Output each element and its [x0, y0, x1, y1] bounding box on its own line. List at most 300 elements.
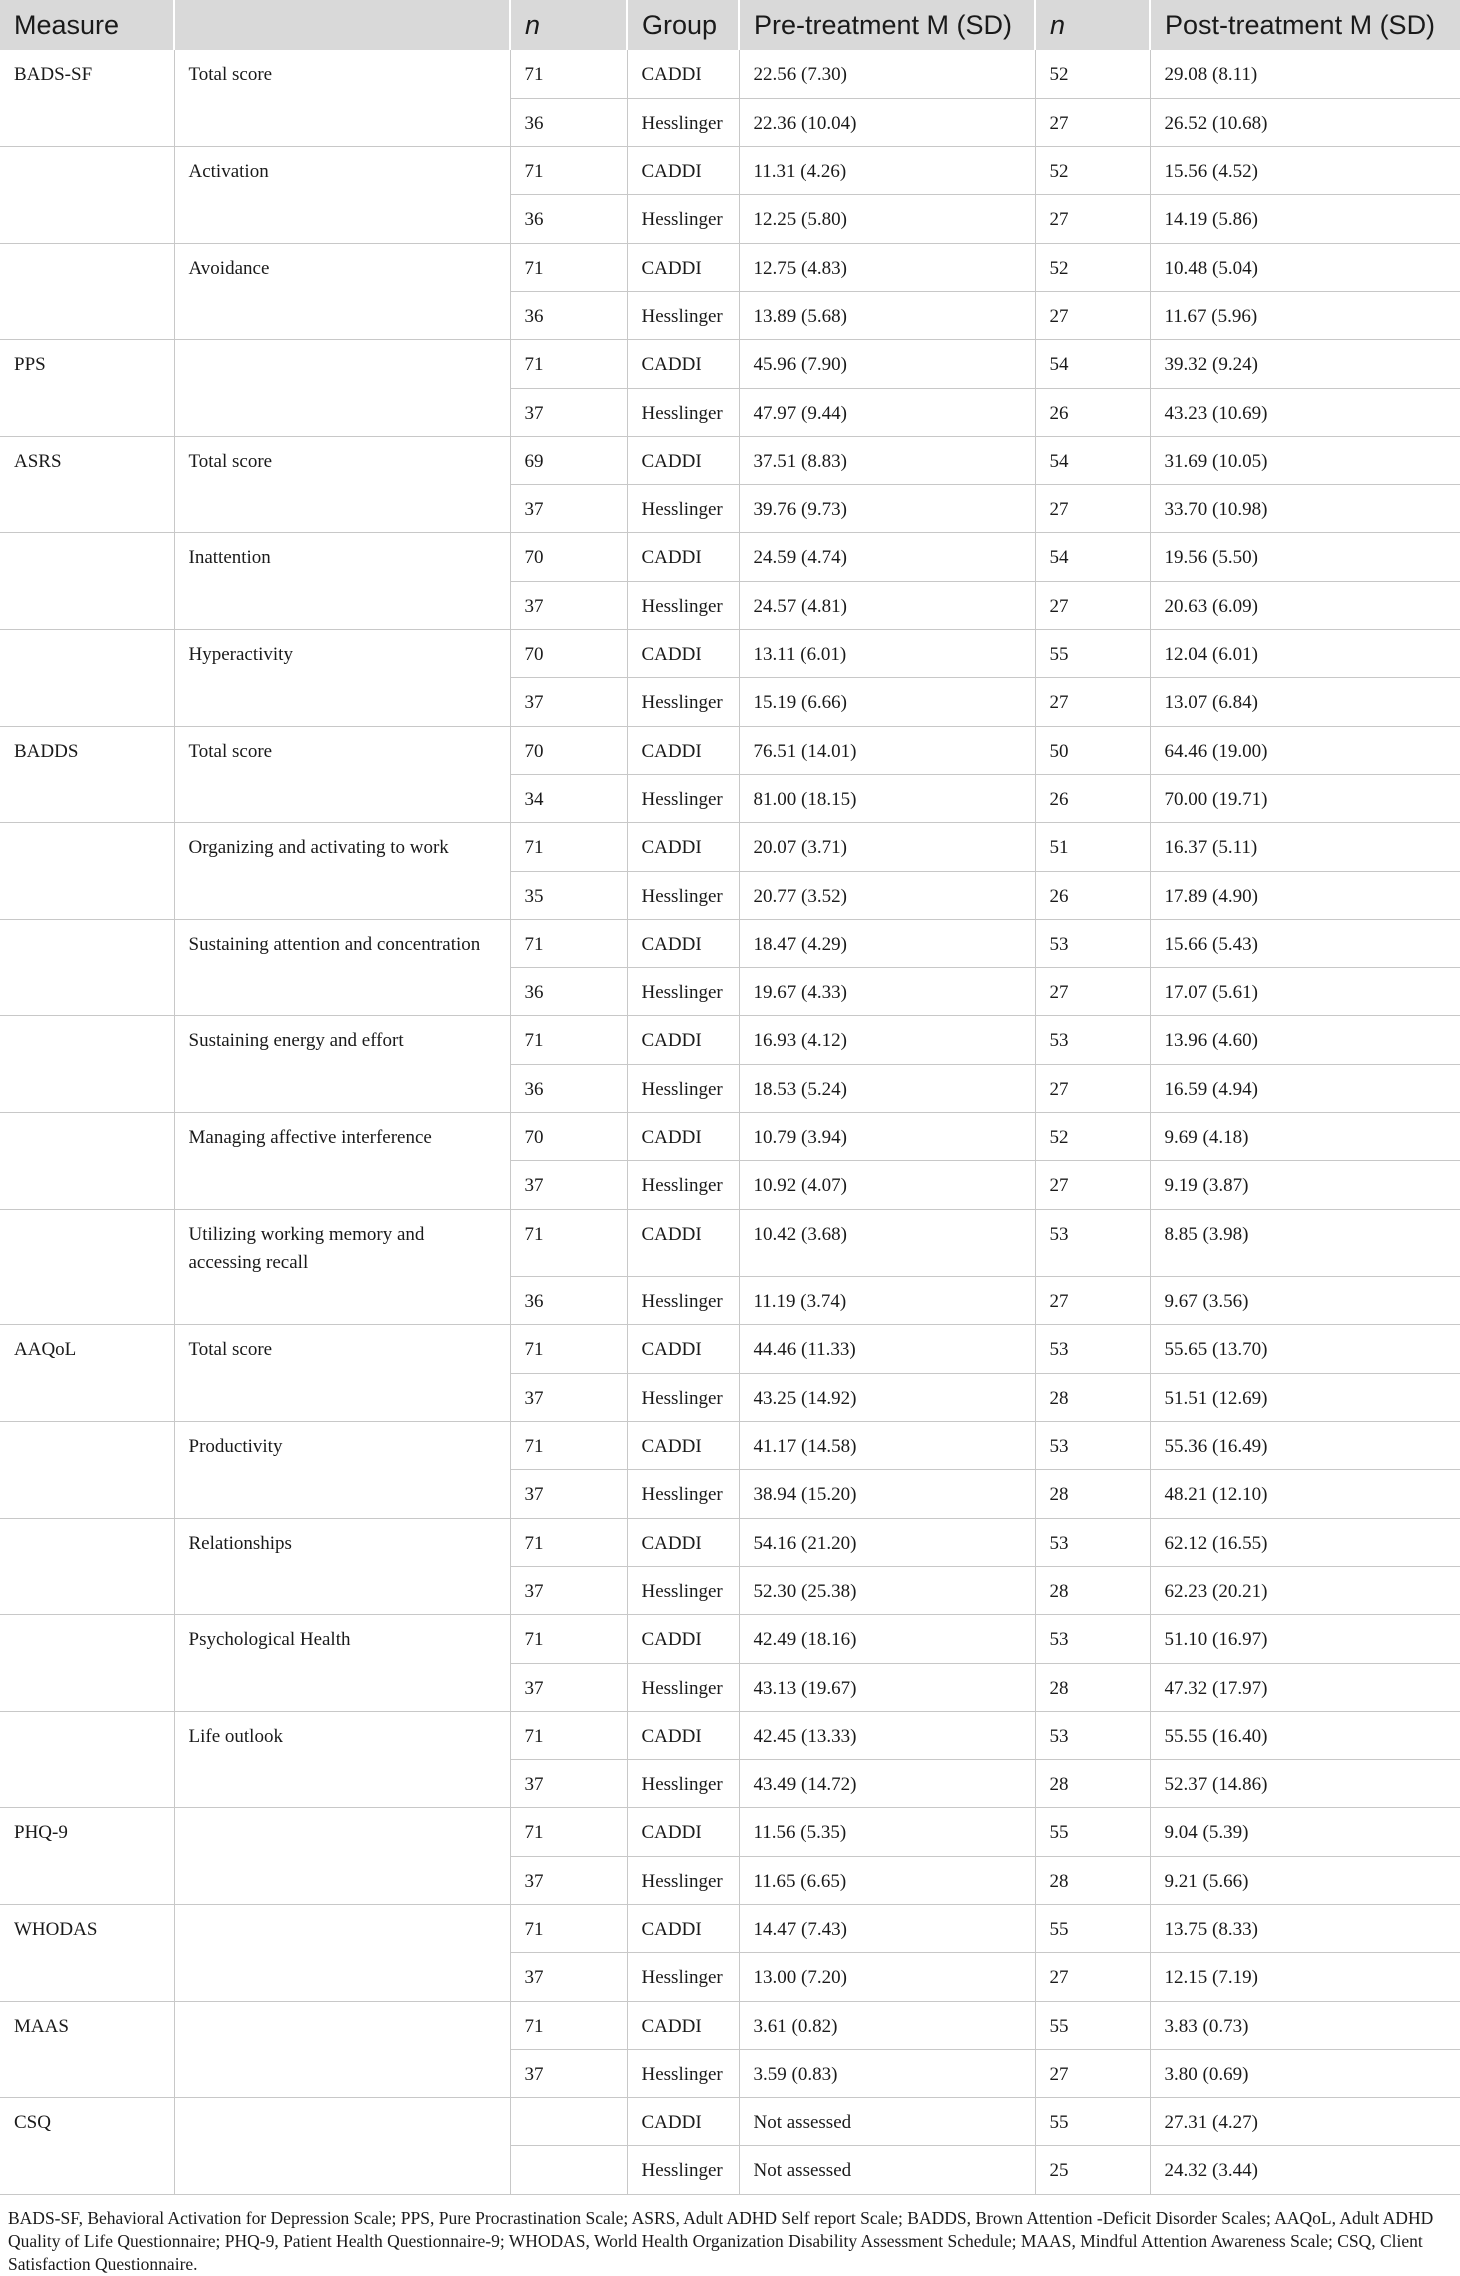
post-treatment-cell: 20.63 (6.09) — [1150, 581, 1460, 629]
n-post-cell: 28 — [1035, 1373, 1150, 1421]
pre-treatment-cell: 10.42 (3.68) — [739, 1209, 1035, 1277]
subscale-cell — [174, 291, 510, 339]
subscale-cell — [174, 774, 510, 822]
pre-treatment-cell: 13.00 (7.20) — [739, 1953, 1035, 2001]
n-pre-cell: 71 — [510, 1808, 627, 1856]
table-row — [0, 243, 1460, 291]
n-pre-cell: 71 — [510, 1325, 627, 1373]
post-treatment-cell: 13.96 (4.60) — [1150, 1016, 1460, 1064]
n-pre-cell: 37 — [510, 1470, 627, 1518]
n-pre-cell: 71 — [510, 919, 627, 967]
pre-treatment-cell: 47.97 (9.44) — [739, 388, 1035, 436]
pre-treatment-cell: 43.25 (14.92) — [739, 1373, 1035, 1421]
pre-treatment-cell: 20.07 (3.71) — [739, 823, 1035, 871]
table-row — [0, 195, 1460, 243]
post-treatment-cell: 13.75 (8.33) — [1150, 1904, 1460, 1952]
subscale-cell: Inattention — [174, 533, 510, 581]
measure-cell — [0, 1470, 174, 1518]
subscale-cell: Sustaining energy and effort — [174, 1016, 510, 1064]
table-row — [0, 98, 1460, 146]
n-post-cell: 26 — [1035, 871, 1150, 919]
group-cell: Hesslinger — [627, 195, 739, 243]
subscale-cell — [174, 195, 510, 243]
subscale-cell — [174, 1904, 510, 1952]
post-treatment-cell: 52.37 (14.86) — [1150, 1760, 1460, 1808]
post-treatment-cell: 33.70 (10.98) — [1150, 485, 1460, 533]
n-post-cell: 28 — [1035, 1856, 1150, 1904]
n-post-cell: 53 — [1035, 1711, 1150, 1759]
measure-cell: PHQ-9 — [0, 1808, 174, 1856]
measure-cell — [0, 1760, 174, 1808]
subscale-cell: Sustaining attention and concentration — [174, 919, 510, 967]
post-treatment-cell: 29.08 (8.11) — [1150, 50, 1460, 98]
post-treatment-cell: 19.56 (5.50) — [1150, 533, 1460, 581]
measure-cell — [0, 1209, 174, 1277]
measure-cell: PPS — [0, 340, 174, 388]
measure-cell — [0, 291, 174, 339]
measure-cell — [0, 968, 174, 1016]
n-post-cell: 25 — [1035, 2146, 1150, 2194]
n-pre-cell: 36 — [510, 968, 627, 1016]
subscale-cell — [174, 1760, 510, 1808]
subscale-cell: Managing affective interference — [174, 1113, 510, 1161]
n-pre-cell: 35 — [510, 871, 627, 919]
measure-cell — [0, 1518, 174, 1566]
n-pre-cell: 71 — [510, 340, 627, 388]
pre-treatment-cell: Not assessed — [739, 2146, 1035, 2194]
table-row — [0, 1663, 1460, 1711]
table-row — [0, 871, 1460, 919]
n-pre-cell: 71 — [510, 823, 627, 871]
group-cell: CADDI — [627, 1016, 739, 1064]
n-pre-cell: 70 — [510, 726, 627, 774]
n-post-cell: 52 — [1035, 243, 1150, 291]
measure-cell — [0, 871, 174, 919]
post-treatment-cell: 47.32 (17.97) — [1150, 1663, 1460, 1711]
pre-treatment-cell: 38.94 (15.20) — [739, 1470, 1035, 1518]
group-cell: Hesslinger — [627, 1064, 739, 1112]
group-cell: Hesslinger — [627, 1470, 739, 1518]
n-pre-cell: 36 — [510, 98, 627, 146]
pre-treatment-cell: 3.61 (0.82) — [739, 2001, 1035, 2049]
n-post-cell: 27 — [1035, 98, 1150, 146]
header-n-pre: n — [510, 0, 627, 50]
n-pre-cell: 34 — [510, 774, 627, 822]
table-row — [0, 291, 1460, 339]
table-row — [0, 726, 1460, 774]
post-treatment-cell: 17.07 (5.61) — [1150, 968, 1460, 1016]
table-row — [0, 774, 1460, 822]
n-pre-cell: 71 — [510, 1016, 627, 1064]
n-pre-cell: 36 — [510, 1277, 627, 1325]
n-pre-cell: 37 — [510, 1161, 627, 1209]
header-n-post: n — [1035, 0, 1150, 50]
group-cell: Hesslinger — [627, 871, 739, 919]
n-post-cell: 50 — [1035, 726, 1150, 774]
group-cell: CADDI — [627, 1904, 739, 1952]
post-treatment-cell: 62.12 (16.55) — [1150, 1518, 1460, 1566]
pre-treatment-cell: 41.17 (14.58) — [739, 1422, 1035, 1470]
measure-cell — [0, 823, 174, 871]
pre-treatment-cell: 24.59 (4.74) — [739, 533, 1035, 581]
n-post-cell: 28 — [1035, 1663, 1150, 1711]
subscale-cell: Total score — [174, 50, 510, 98]
subscale-cell — [174, 968, 510, 1016]
post-treatment-cell: 26.52 (10.68) — [1150, 98, 1460, 146]
subscale-cell — [174, 1663, 510, 1711]
group-cell: CADDI — [627, 1518, 739, 1566]
n-post-cell: 27 — [1035, 1277, 1150, 1325]
subscale-cell — [174, 871, 510, 919]
n-pre-cell: 71 — [510, 1904, 627, 1952]
group-cell: Hesslinger — [627, 581, 739, 629]
group-cell: CADDI — [627, 1808, 739, 1856]
group-cell: CADDI — [627, 1113, 739, 1161]
n-post-cell: 53 — [1035, 1325, 1150, 1373]
measure-cell — [0, 1016, 174, 1064]
post-treatment-cell: 12.15 (7.19) — [1150, 1953, 1460, 2001]
n-pre-cell: 71 — [510, 1711, 627, 1759]
table-row — [0, 1953, 1460, 2001]
group-cell: Hesslinger — [627, 1277, 739, 1325]
table-row — [0, 678, 1460, 726]
table-row — [0, 1422, 1460, 1470]
subscale-cell: Productivity — [174, 1422, 510, 1470]
n-pre-cell: 37 — [510, 678, 627, 726]
subscale-cell: Relationships — [174, 1518, 510, 1566]
post-treatment-cell: 8.85 (3.98) — [1150, 1209, 1460, 1277]
n-post-cell: 54 — [1035, 340, 1150, 388]
pre-treatment-cell: 76.51 (14.01) — [739, 726, 1035, 774]
group-cell: CADDI — [627, 243, 739, 291]
group-cell: CADDI — [627, 1422, 739, 1470]
measure-cell — [0, 1064, 174, 1112]
measure-cell: AAQoL — [0, 1325, 174, 1373]
table-body — [0, 50, 1460, 2194]
n-pre-cell: 71 — [510, 2001, 627, 2049]
subscale-cell — [174, 1856, 510, 1904]
table-row — [0, 436, 1460, 484]
measure-cell — [0, 243, 174, 291]
measure-cell: ASRS — [0, 436, 174, 484]
n-post-cell: 28 — [1035, 1760, 1150, 1808]
post-treatment-cell: 31.69 (10.05) — [1150, 436, 1460, 484]
header-measure: Measure — [0, 0, 174, 50]
pre-treatment-cell: 45.96 (7.90) — [739, 340, 1035, 388]
measure-cell — [0, 195, 174, 243]
pre-treatment-cell: 22.36 (10.04) — [739, 98, 1035, 146]
group-cell: CADDI — [627, 50, 739, 98]
subscale-cell: Hyperactivity — [174, 630, 510, 678]
measure-cell — [0, 919, 174, 967]
measure-cell — [0, 774, 174, 822]
subscale-cell — [174, 1470, 510, 1518]
measure-cell: WHODAS — [0, 1904, 174, 1952]
pre-treatment-cell: 42.45 (13.33) — [739, 1711, 1035, 1759]
measure-cell: BADDS — [0, 726, 174, 774]
group-cell: CADDI — [627, 1325, 739, 1373]
post-treatment-cell: 12.04 (6.01) — [1150, 630, 1460, 678]
post-treatment-cell: 43.23 (10.69) — [1150, 388, 1460, 436]
pre-treatment-cell: 39.76 (9.73) — [739, 485, 1035, 533]
measure-cell: BADS-SF — [14, 64, 93, 85]
table-row — [0, 147, 1460, 195]
n-post-cell: 27 — [1035, 2049, 1150, 2097]
group-cell: CADDI — [627, 1209, 739, 1277]
n-post-cell: 27 — [1035, 581, 1150, 629]
group-cell: Hesslinger — [627, 2049, 739, 2097]
n-pre-cell: 70 — [510, 1113, 627, 1161]
subscale-cell: Life outlook — [174, 1711, 510, 1759]
table-row — [0, 1373, 1460, 1421]
n-post-cell: 28 — [1035, 1566, 1150, 1614]
subscale-cell — [174, 2001, 510, 2049]
subscale-cell — [174, 340, 510, 388]
post-treatment-cell: 3.83 (0.73) — [1150, 2001, 1460, 2049]
n-pre-cell: 37 — [510, 485, 627, 533]
pre-treatment-cell: 43.49 (14.72) — [739, 1760, 1035, 1808]
n-pre-cell: 37 — [510, 388, 627, 436]
pre-treatment-cell: 20.77 (3.52) — [739, 871, 1035, 919]
header-post-treatment: Post-treatment M (SD) — [1150, 0, 1460, 50]
table-row — [0, 1760, 1460, 1808]
group-cell: CADDI — [627, 1615, 739, 1663]
group-cell: CADDI — [627, 919, 739, 967]
table-row — [0, 50, 1460, 98]
n-pre-cell: 71 — [510, 1518, 627, 1566]
n-pre-cell: 70 — [510, 533, 627, 581]
post-treatment-cell: 48.21 (12.10) — [1150, 1470, 1460, 1518]
header-subscale — [174, 0, 510, 50]
table-row — [0, 581, 1460, 629]
header-group: Group — [627, 0, 739, 50]
post-treatment-cell: 55.36 (16.49) — [1150, 1422, 1460, 1470]
measure-cell — [0, 1277, 174, 1325]
n-post-cell: 54 — [1035, 436, 1150, 484]
group-cell: Hesslinger — [627, 1760, 739, 1808]
n-pre-cell: 37 — [510, 581, 627, 629]
header-pre-treatment: Pre-treatment M (SD) — [739, 0, 1035, 50]
measure-cell: MAAS — [0, 2001, 174, 2049]
n-pre-cell: 37 — [510, 1373, 627, 1421]
subscale-cell — [174, 1566, 510, 1614]
n-post-cell: 55 — [1035, 1904, 1150, 1952]
table-row — [0, 968, 1460, 1016]
n-post-cell: 27 — [1035, 1953, 1150, 2001]
post-treatment-cell: 17.89 (4.90) — [1150, 871, 1460, 919]
group-cell: Hesslinger — [627, 678, 739, 726]
measure-cell — [0, 1373, 174, 1421]
pre-treatment-cell: 24.57 (4.81) — [739, 581, 1035, 629]
measure-cell — [0, 1663, 174, 1711]
post-treatment-cell: 70.00 (19.71) — [1150, 774, 1460, 822]
n-post-cell: 54 — [1035, 533, 1150, 581]
group-cell: CADDI — [627, 436, 739, 484]
post-treatment-cell: 10.48 (5.04) — [1150, 243, 1460, 291]
post-treatment-cell: 64.46 (19.00) — [1150, 726, 1460, 774]
group-cell: Hesslinger — [627, 485, 739, 533]
table-row — [0, 1209, 1460, 1277]
measure-cell — [0, 1566, 174, 1614]
group-cell: Hesslinger — [627, 774, 739, 822]
subscale-cell: Avoidance — [174, 243, 510, 291]
n-pre-cell: 36 — [510, 195, 627, 243]
n-pre-cell: 36 — [510, 291, 627, 339]
pre-treatment-cell: 37.51 (8.83) — [739, 436, 1035, 484]
n-post-cell: 27 — [1035, 1064, 1150, 1112]
n-post-cell: 52 — [1035, 1113, 1150, 1161]
pre-treatment-cell: 44.46 (11.33) — [739, 1325, 1035, 1373]
table-row — [0, 919, 1460, 967]
post-treatment-cell: 9.21 (5.66) — [1150, 1856, 1460, 1904]
group-cell: Hesslinger — [627, 98, 739, 146]
n-pre-cell: 37 — [510, 1663, 627, 1711]
measure-cell — [0, 581, 174, 629]
n-pre-cell: 37 — [510, 1856, 627, 1904]
table-row — [0, 1566, 1460, 1614]
n-pre-cell: 71 — [510, 147, 627, 195]
group-cell: CADDI — [627, 2098, 739, 2146]
n-post-cell: 26 — [1035, 388, 1150, 436]
pre-treatment-cell: 18.47 (4.29) — [739, 919, 1035, 967]
table-header — [0, 0, 1460, 50]
table-row — [0, 1711, 1460, 1759]
pre-treatment-cell: 42.49 (18.16) — [739, 1615, 1035, 1663]
n-post-cell: 27 — [1035, 678, 1150, 726]
n-pre-cell: 37 — [510, 1953, 627, 2001]
n-post-cell: 52 — [1035, 147, 1150, 195]
group-cell: Hesslinger — [627, 2146, 739, 2194]
subscale-cell — [174, 1064, 510, 1112]
measure-cell: CSQ — [0, 2098, 174, 2146]
subscale-cell — [174, 2049, 510, 2097]
table-row — [0, 2049, 1460, 2097]
table-row — [0, 388, 1460, 436]
pre-treatment-cell: 13.89 (5.68) — [739, 291, 1035, 339]
measure-cell — [0, 147, 174, 195]
pre-treatment-cell: 81.00 (18.15) — [739, 774, 1035, 822]
subscale-cell: Utilizing working memory and accessing recall — [174, 1209, 510, 1277]
subscale-cell — [174, 678, 510, 726]
n-post-cell: 27 — [1035, 485, 1150, 533]
pre-treatment-cell: 11.31 (4.26) — [739, 147, 1035, 195]
post-treatment-cell: 27.31 (4.27) — [1150, 2098, 1460, 2146]
group-cell: CADDI — [627, 533, 739, 581]
n-post-cell: 28 — [1035, 1470, 1150, 1518]
table-row — [0, 1808, 1460, 1856]
pre-treatment-cell: 52.30 (25.38) — [739, 1566, 1035, 1614]
measure-cell — [0, 2146, 174, 2194]
table-row — [0, 1325, 1460, 1373]
table-row — [0, 2001, 1460, 2049]
n-pre-cell: 37 — [510, 2049, 627, 2097]
pre-treatment-cell: 54.16 (21.20) — [739, 1518, 1035, 1566]
post-treatment-cell: 14.19 (5.86) — [1150, 195, 1460, 243]
n-post-cell: 27 — [1035, 1161, 1150, 1209]
n-post-cell: 53 — [1035, 1422, 1150, 1470]
table-row — [0, 485, 1460, 533]
n-post-cell: 53 — [1035, 1209, 1150, 1277]
n-pre-cell: 37 — [510, 1760, 627, 1808]
post-treatment-cell: 15.66 (5.43) — [1150, 919, 1460, 967]
table-row — [0, 1277, 1460, 1325]
post-treatment-cell: 16.59 (4.94) — [1150, 1064, 1460, 1112]
measure-cell — [0, 1113, 174, 1161]
post-treatment-cell: 51.51 (12.69) — [1150, 1373, 1460, 1421]
group-cell: CADDI — [627, 630, 739, 678]
n-post-cell: 27 — [1035, 195, 1150, 243]
group-cell: Hesslinger — [627, 1566, 739, 1614]
n-post-cell: 53 — [1035, 1615, 1150, 1663]
group-cell: Hesslinger — [627, 1856, 739, 1904]
post-treatment-cell: 51.10 (16.97) — [1150, 1615, 1460, 1663]
measure-cell — [0, 2049, 174, 2097]
post-treatment-cell: 9.69 (4.18) — [1150, 1113, 1460, 1161]
measure-cell — [0, 1161, 174, 1209]
table-row — [0, 823, 1460, 871]
subscale-cell — [174, 98, 510, 146]
post-treatment-cell: 16.37 (5.11) — [1150, 823, 1460, 871]
post-treatment-cell: 24.32 (3.44) — [1150, 2146, 1460, 2194]
subscale-cell — [174, 581, 510, 629]
table-row — [0, 630, 1460, 678]
table-row — [0, 2098, 1460, 2146]
group-cell: Hesslinger — [627, 1663, 739, 1711]
subscale-cell: Organizing and activating to work — [174, 823, 510, 871]
pre-treatment-cell: 10.79 (3.94) — [739, 1113, 1035, 1161]
group-cell: Hesslinger — [627, 1953, 739, 2001]
table-row — [0, 1016, 1460, 1064]
measure-cell — [0, 533, 174, 581]
n-post-cell: 53 — [1035, 1518, 1150, 1566]
n-pre-cell: 69 — [510, 436, 627, 484]
n-pre-cell — [510, 2098, 627, 2146]
n-post-cell: 52 — [1035, 50, 1150, 98]
table-row — [0, 533, 1460, 581]
pre-treatment-cell: 19.67 (4.33) — [739, 968, 1035, 1016]
table-row — [0, 1904, 1460, 1952]
pre-treatment-cell: 3.59 (0.83) — [739, 2049, 1035, 2097]
group-cell: Hesslinger — [627, 1373, 739, 1421]
n-post-cell: 26 — [1035, 774, 1150, 822]
subscale-cell — [174, 1277, 510, 1325]
group-cell: CADDI — [627, 823, 739, 871]
measure-cell — [0, 388, 174, 436]
table-row — [0, 1470, 1460, 1518]
post-treatment-cell: 9.67 (3.56) — [1150, 1277, 1460, 1325]
measure-cell — [0, 1953, 174, 2001]
group-cell: CADDI — [627, 2001, 739, 2049]
group-cell: Hesslinger — [627, 388, 739, 436]
measure-cell — [0, 1422, 174, 1470]
table-row — [0, 340, 1460, 388]
post-treatment-cell: 9.19 (3.87) — [1150, 1161, 1460, 1209]
n-pre-cell: 70 — [510, 630, 627, 678]
post-treatment-cell: 55.65 (13.70) — [1150, 1325, 1460, 1373]
measure-cell — [0, 630, 174, 678]
post-treatment-cell: 11.67 (5.96) — [1150, 291, 1460, 339]
n-pre-cell: 71 — [510, 1615, 627, 1663]
header-row — [0, 0, 1460, 50]
n-post-cell: 55 — [1035, 630, 1150, 678]
group-cell: CADDI — [627, 147, 739, 195]
pre-treatment-cell: Not assessed — [739, 2098, 1035, 2146]
subscale-cell — [174, 1808, 510, 1856]
pre-treatment-cell: 12.75 (4.83) — [739, 243, 1035, 291]
post-treatment-cell: 13.07 (6.84) — [1150, 678, 1460, 726]
group-cell: CADDI — [627, 340, 739, 388]
n-pre-cell: 36 — [510, 1064, 627, 1112]
